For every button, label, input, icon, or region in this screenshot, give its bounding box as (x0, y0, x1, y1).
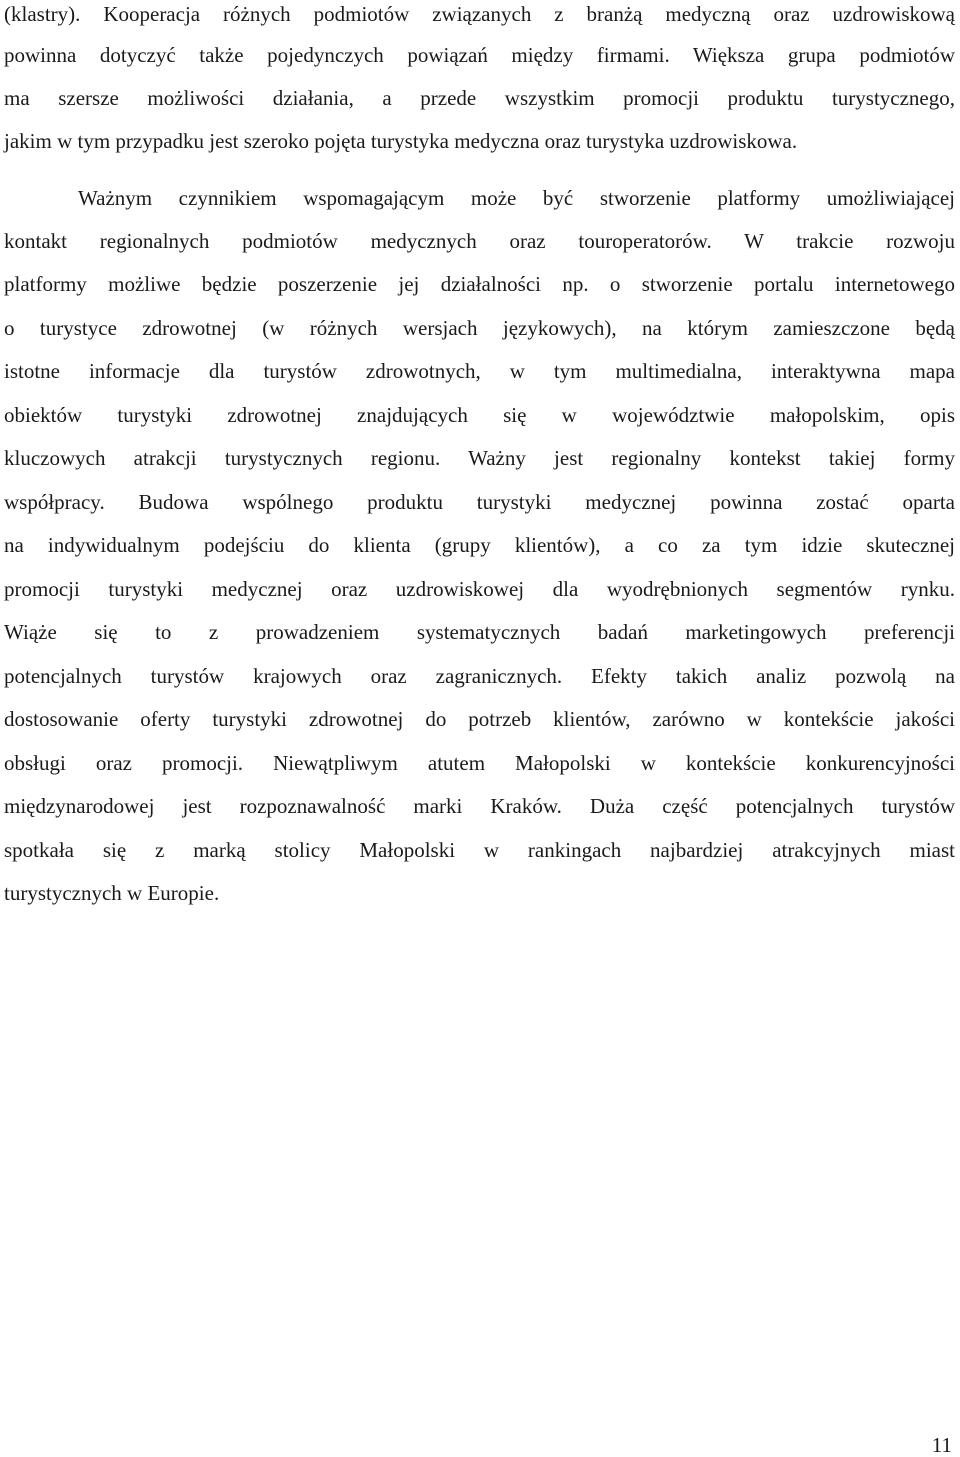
page-number: 11 (931, 1433, 952, 1457)
paragraph-2-line-17: turystycznych w Europie. (4, 881, 220, 905)
paragraph-2-line-2: kontakt regionalnych podmiotów medycznych oraz touroperatorów. W trakcie rozwoju (4, 229, 955, 253)
paragraph-2-line-6: obiektów turystyki zdrowotnej znajdujących się w województwie małopolskim, opis (4, 403, 955, 427)
paragraph-2-line-10: promocji turystyki medycznej oraz uzdrowiskowej dla wyodrębnionych segmentów rynku. (4, 577, 955, 601)
paragraph-1-line-3: ma szersze możliwości działania, a przede wszystkim promocji produktu turystycznego, (4, 86, 955, 110)
paragraph-2-line-4: o turystyce zdrowotnej (w różnych wersjach językowych), na którym zamieszczone będą (4, 316, 955, 340)
paragraph-2-line-15: międzynarodowej jest rozpoznawalność marki Kraków. Duża część potencjalnych turystów (4, 794, 955, 818)
paragraph-2-line-1: Ważnym czynnikiem wspomagającym może być stworzenie platformy umożliwiającej (78, 186, 955, 210)
paragraph-2-line-13: dostosowanie oferty turystyki zdrowotnej do potrzeb klientów, zarówno w kontekście jakości (4, 707, 955, 731)
paragraph-2-line-8: współpracy. Budowa wspólnego produktu turystyki medycznej powinna zostać oparta (4, 490, 955, 514)
paragraph-1-line-2: powinna dotyczyć także pojedynczych powiązań między firmami. Większa grupa podmiotów (4, 43, 955, 67)
paragraph-2-line-11: Wiąże się to z prowadzeniem systematycznych badań marketingowych preferencji (4, 620, 955, 644)
paragraph-2-line-3: platformy możliwe będzie poszerzenie jej działalności np. o stworzenie portalu internetowego (4, 272, 955, 296)
paragraph-2-line-5: istotne informacje dla turystów zdrowotnych, w tym multimedialna, interaktywna mapa (4, 359, 955, 383)
paragraph-2-line-12: potencjalnych turystów krajowych oraz zagranicznych. Efekty takich analiz pozwolą na (4, 664, 955, 688)
paragraph-2-line-16: spotkała się z marką stolicy Małopolski w rankingach najbardziej atrakcyjnych miast (4, 838, 955, 862)
paragraph-1-line-1: (klastry). Kooperacja różnych podmiotów związanych z branżą medyczną oraz uzdrowiskową (4, 2, 955, 26)
paragraph-2-line-14: obsługi oraz promocji. Niewątpliwym atutem Małopolski w kontekście konkurencyjności (4, 751, 955, 775)
paragraph-1-line-4: jakim w tym przypadku jest szeroko pojęta turystyka medyczna oraz turystyka uzdrowiskowa. (4, 129, 798, 153)
paragraph-2-line-9: na indywidualnym podejściu do klienta (grupy klientów), a co za tym idzie skutecznej (4, 533, 955, 557)
paragraph-2-line-7: kluczowych atrakcji turystycznych regionu. Ważny jest regionalny kontekst takiej formy (4, 446, 955, 470)
